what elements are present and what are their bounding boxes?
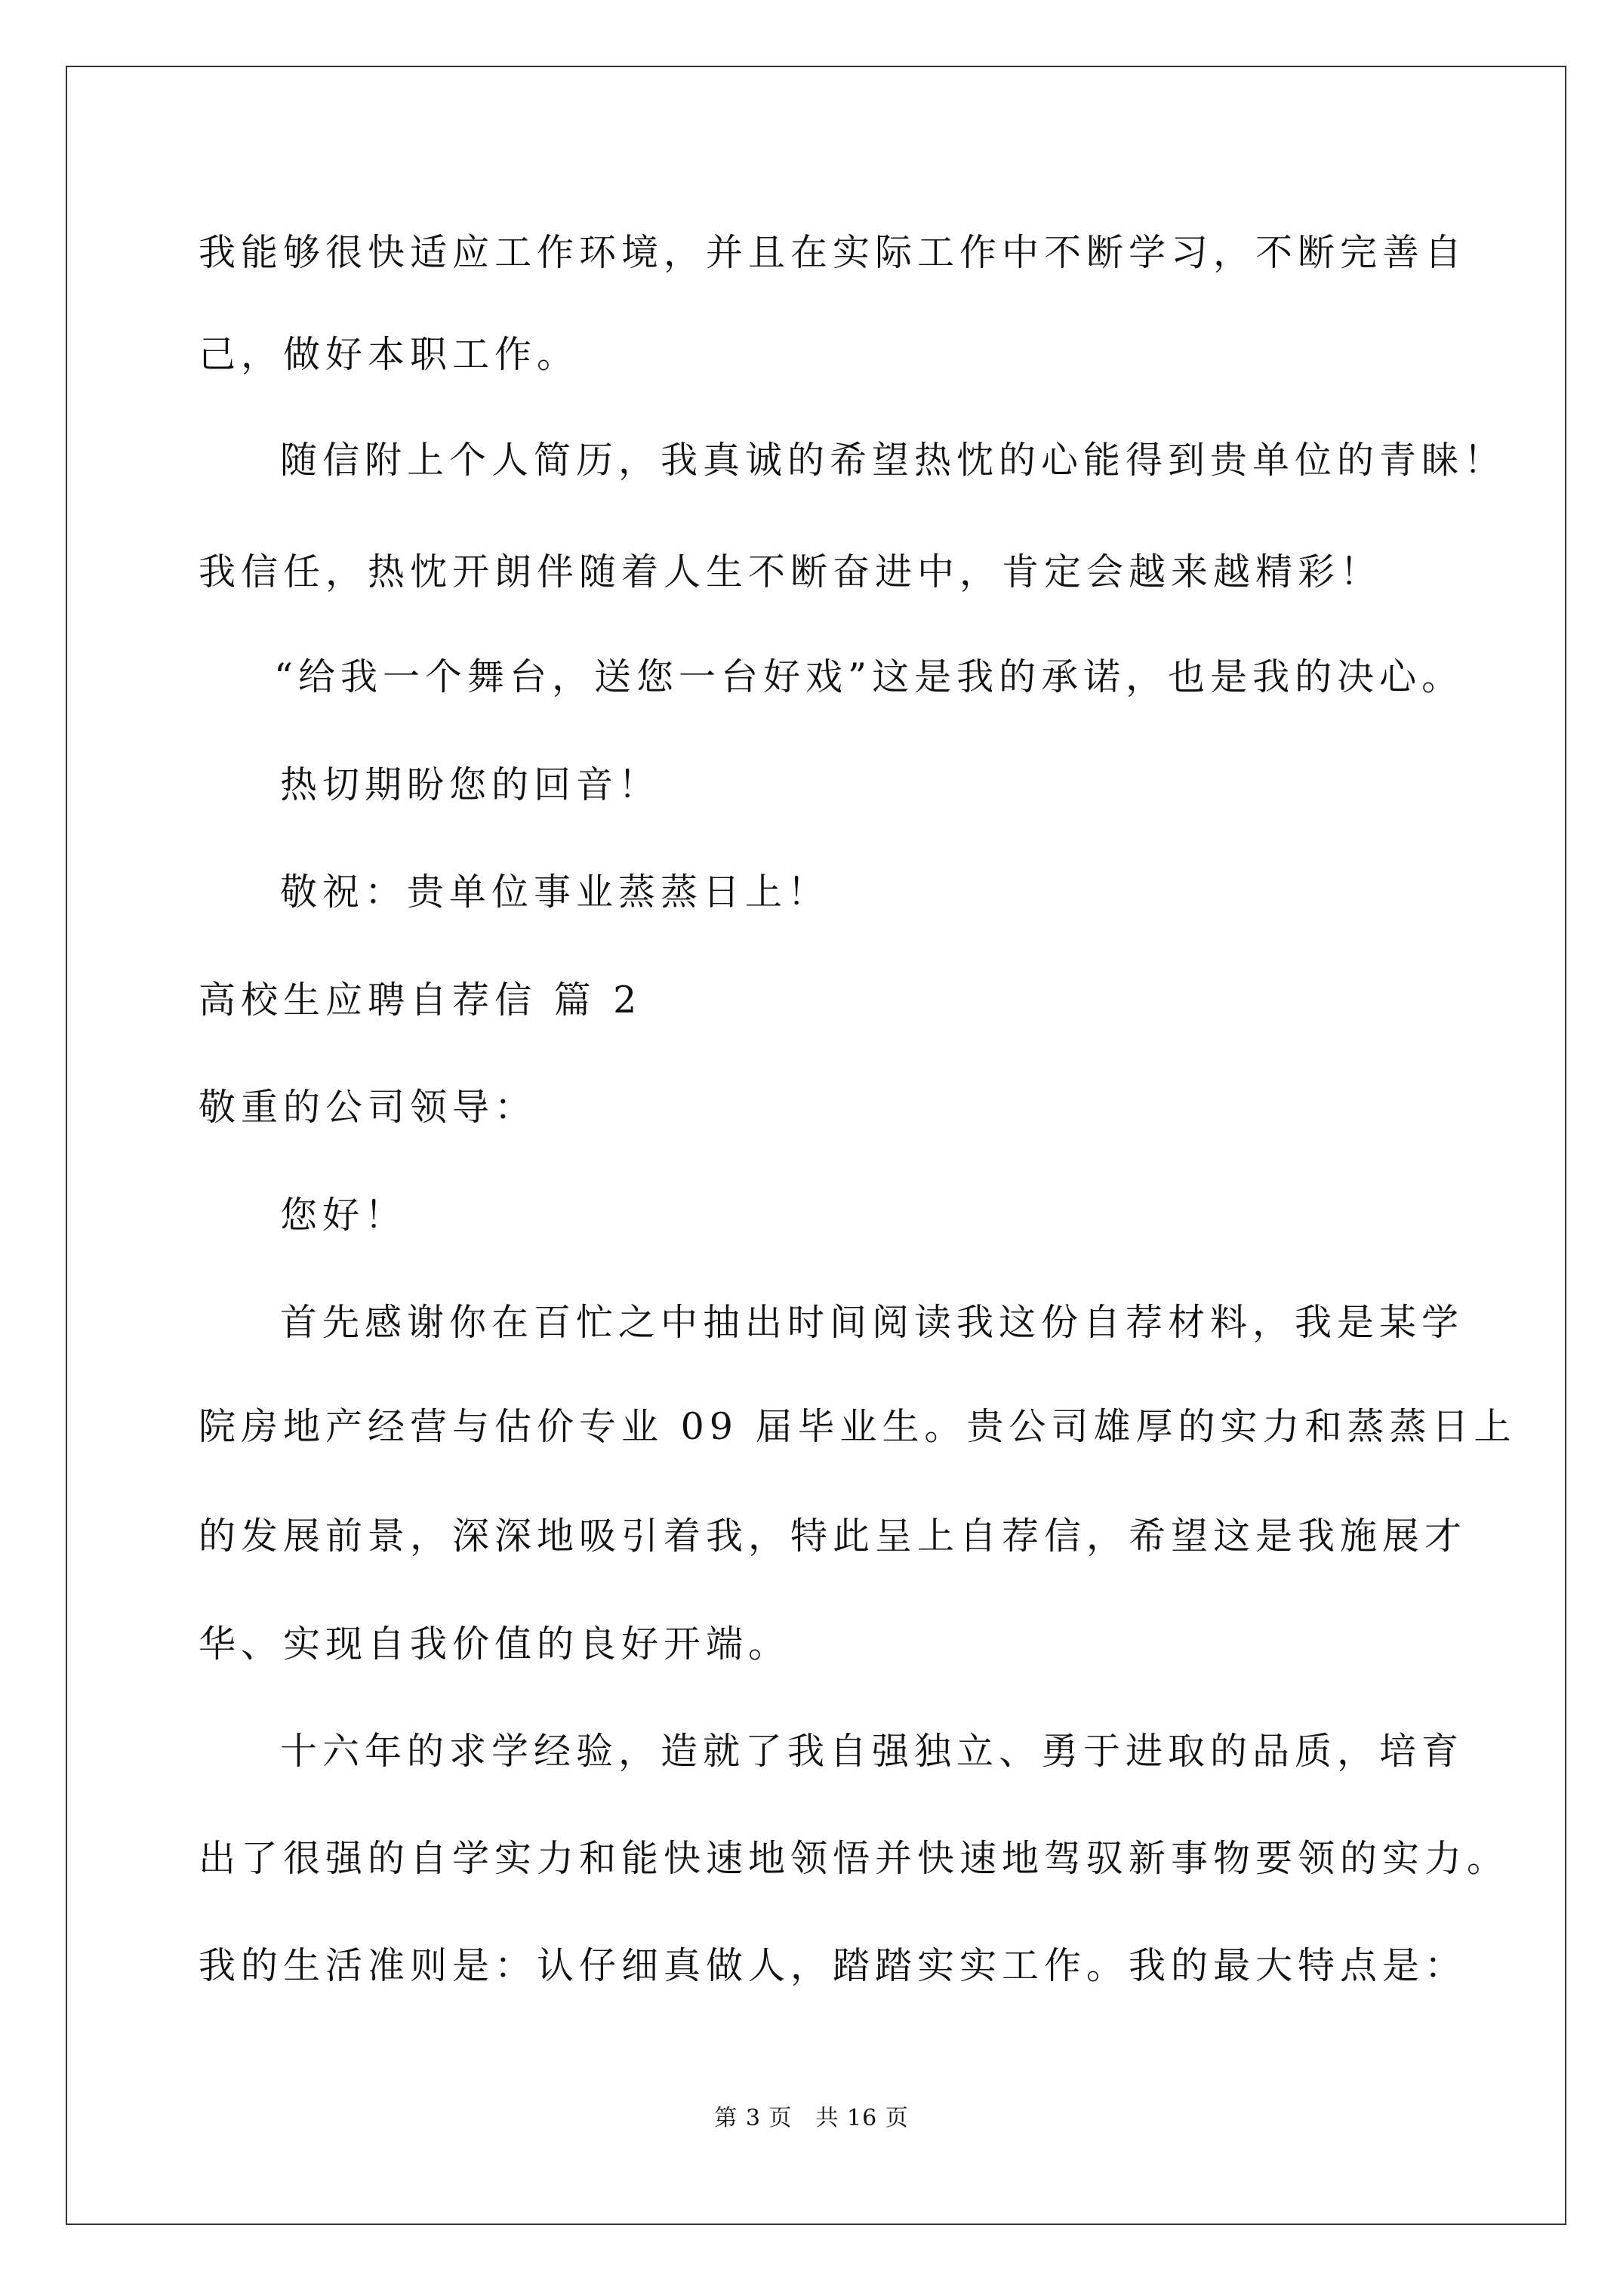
- body-line: 出了很强的自学实力和能快速地领悟并快速地驾驭新事物要领的实力。: [199, 1837, 1510, 1880]
- page-number-footer: 第 3 页 共 16 页: [714, 2105, 909, 2131]
- body-line: 首先感谢你在百忙之中抽出时间阅读我这份自荐材料，我是某学: [280, 1301, 1464, 1344]
- page-border: [66, 66, 1566, 2225]
- body-line: 的发展前景，深深地吸引着我，特此呈上自荐信，希望这是我施展才: [199, 1515, 1467, 1558]
- body-line: 热切期盼您的回音！: [280, 763, 661, 806]
- body-line: 己，做好本职工作。: [199, 333, 580, 376]
- greeting: 您好！: [280, 1194, 408, 1237]
- body-line: 我的生活准则是：认仔细真做人，踏踏实实工作。我的最大特点是：: [199, 1944, 1467, 1987]
- body-line: “给我一个舞台，送您一台好戏”这是我的承诺，也是我的决心。: [274, 655, 1464, 698]
- body-line: 院房地产经营与估价专业 09 届毕业生。贵公司雄厚的实力和蒸蒸日上: [199, 1405, 1517, 1448]
- body-line: 随信附上个人简历，我真诚的希望热忱的心能得到贵单位的青睐！: [280, 439, 1507, 482]
- salutation: 敬重的公司领导：: [199, 1086, 537, 1129]
- body-line: 我信任，热忱开朗伴随着人生不断奋进中，肯定会越来越精彩！: [199, 550, 1383, 593]
- body-line: 我能够很快适应工作环境，并且在实际工作中不断学习，不断完善自: [199, 231, 1467, 274]
- body-line: 十六年的求学经验，造就了我自强独立、勇于进取的品质，培育: [280, 1730, 1464, 1773]
- body-line: 华、实现自我价值的良好开端。: [199, 1623, 791, 1666]
- body-line: 敬祝：贵单位事业蒸蒸日上！: [280, 871, 830, 914]
- section-heading: 高校生应聘自荐信 篇 2: [199, 978, 642, 1022]
